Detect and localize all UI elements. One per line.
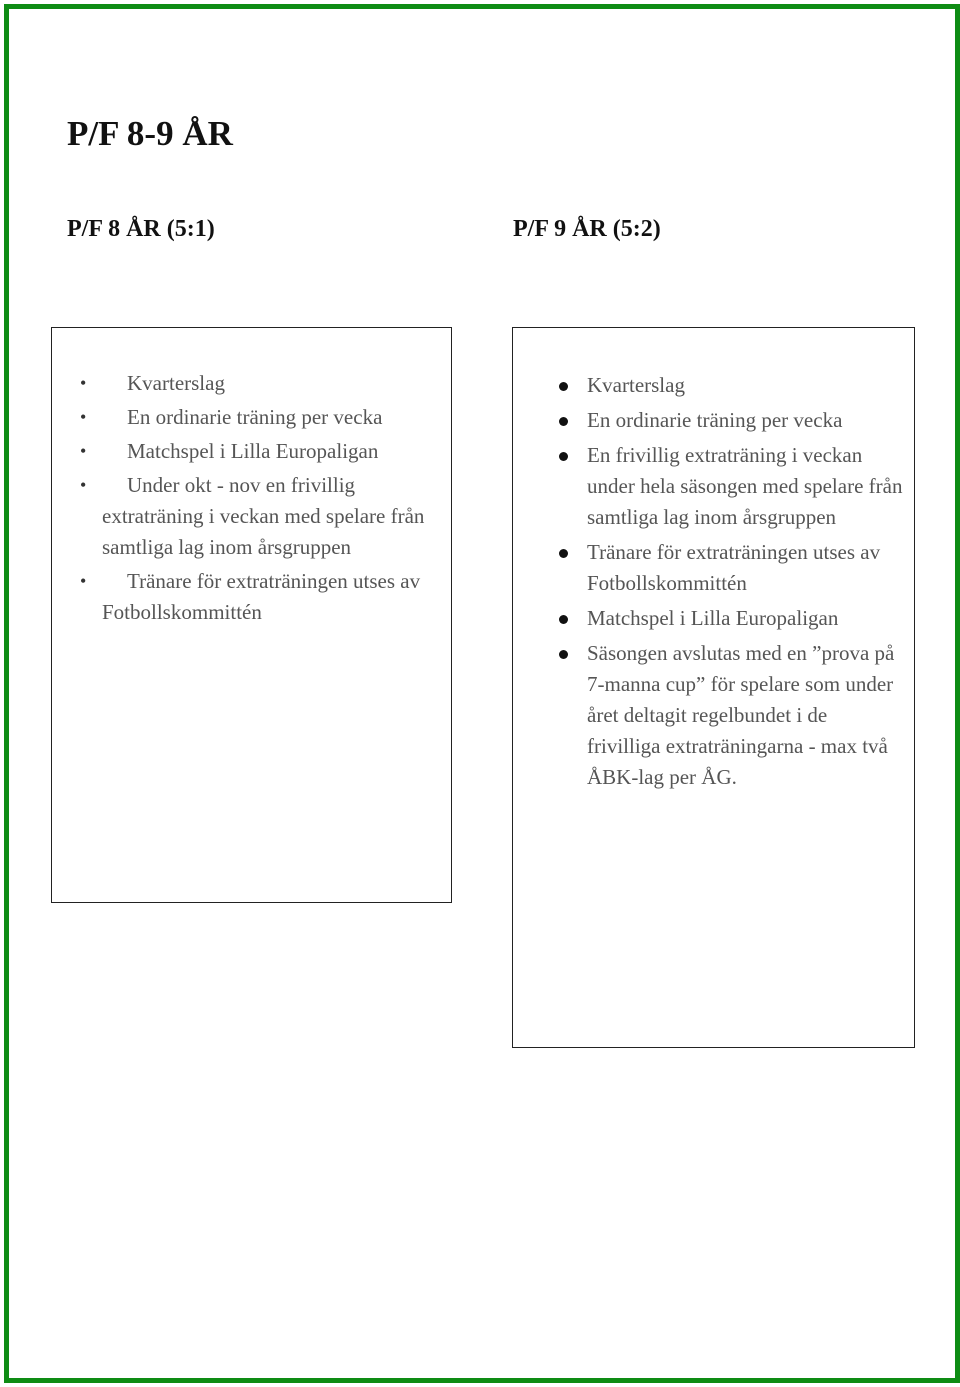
right-bullet-list xyxy=(587,370,905,797)
bullet-icon: • xyxy=(80,475,87,495)
list-item-text: Säsongen avslutas med en ”prova på 7-manna cup” för spelare som under året deltagit regelbundet i de frivilliga extraträningarna - max två ÅBK-lag per ÅG. xyxy=(587,641,895,789)
list-item-text: Kvarterslag xyxy=(587,373,685,397)
list-item xyxy=(587,440,905,533)
list-item xyxy=(80,368,442,399)
list-item xyxy=(587,603,905,634)
list-item-text: Kvarterslag xyxy=(127,371,225,395)
bullet-icon: • xyxy=(80,571,87,591)
right-column-heading: P/F 9 ÅR (5:2) xyxy=(513,216,661,242)
list-item-text: En frivillig extraträning i veckan under hela säsongen med spelare från samtliga lag inom årsgruppen xyxy=(587,443,903,529)
bullet-dot-icon xyxy=(559,417,568,426)
list-item xyxy=(80,436,442,467)
bullet-icon: • xyxy=(80,441,87,461)
list-item xyxy=(80,402,442,433)
bullet-icon: • xyxy=(80,407,87,427)
list-item xyxy=(587,638,905,793)
list-item-text: Matchspel i Lilla Europaligan xyxy=(587,606,839,630)
list-item-text: En ordinarie träning per vecka xyxy=(587,408,843,432)
bullet-dot-icon xyxy=(559,382,568,391)
page-title: P/F 8-9 ÅR xyxy=(67,114,233,153)
bullet-dot-icon xyxy=(559,549,568,558)
list-item-text: Tränare för extraträningen utses av Fotbollskommittén xyxy=(587,540,881,595)
list-item xyxy=(587,537,905,599)
bullet-icon: • xyxy=(80,373,87,393)
bullet-dot-icon xyxy=(559,615,568,624)
list-item-text: Under okt - nov en frivillig extraträning i veckan med spelare från samtliga lag inom årsgruppen xyxy=(102,473,425,559)
list-item xyxy=(587,405,905,436)
list-item-text: Tränare för extraträningen utses av Fotbollskommittén xyxy=(102,569,421,624)
bullet-dot-icon xyxy=(559,452,568,461)
bullet-dot-icon xyxy=(559,650,568,659)
left-column-heading: P/F 8 ÅR (5:1) xyxy=(67,216,215,242)
list-item xyxy=(80,566,442,628)
left-info-box xyxy=(51,327,452,903)
right-info-box xyxy=(512,327,915,1048)
list-item xyxy=(587,370,905,401)
list-item xyxy=(80,470,442,563)
list-item-text: En ordinarie träning per vecka xyxy=(127,405,383,429)
left-bullet-list xyxy=(80,368,442,631)
list-item-text: Matchspel i Lilla Europaligan xyxy=(127,439,379,463)
